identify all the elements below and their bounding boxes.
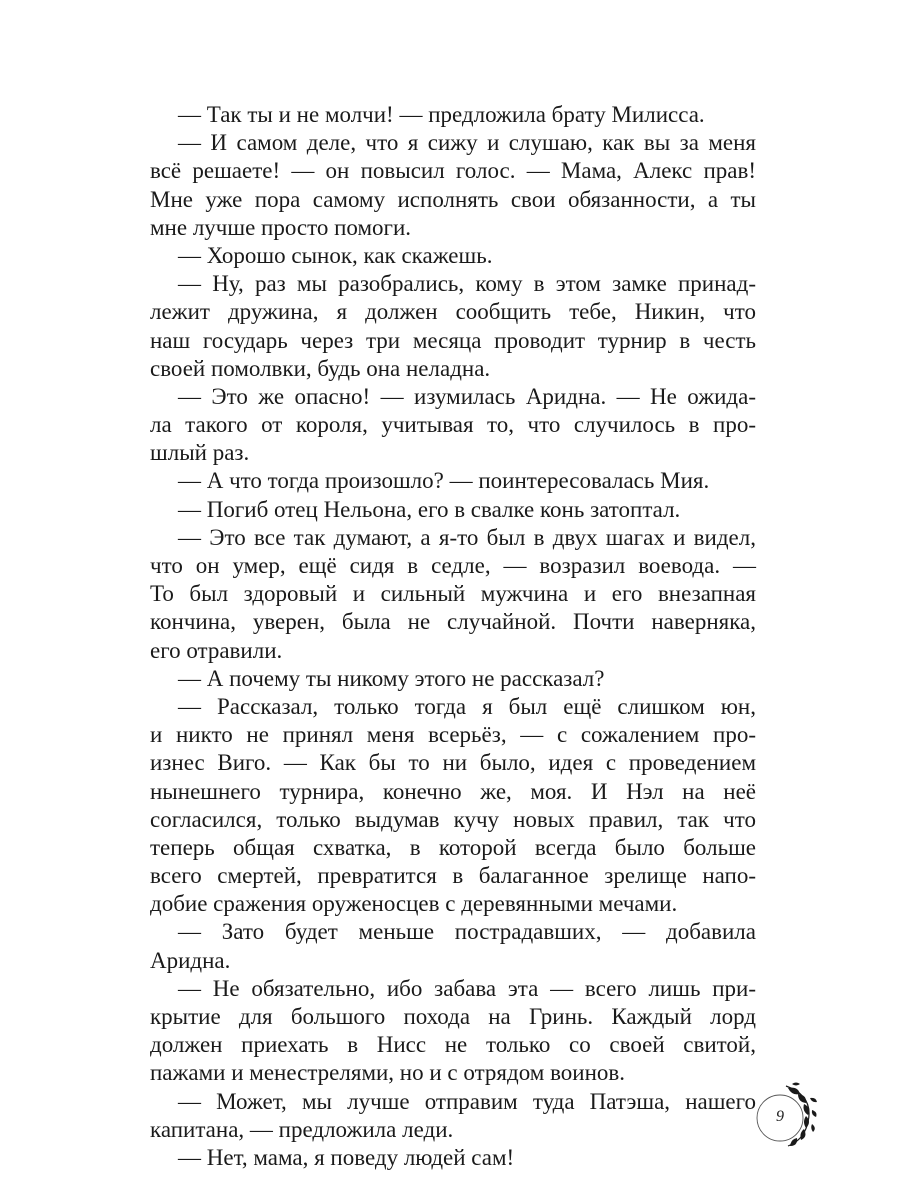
text-line: То был здоровый и сильный мужчина и его внезапная (150, 581, 756, 607)
text-line: — Ну, раз мы разобрались, кому в этом замке принад- (178, 271, 756, 297)
text-line: — Может, мы лучше отправим туда Патэша, нашего (178, 1088, 756, 1114)
text-line: пажами и менестрелями, но и с отрядом воинов. (150, 1060, 625, 1086)
text-line: — Зато будет меньше пострадавших, — добавила (178, 919, 756, 945)
text-line: — Рассказал, только тогда я был ещё слишком юн, (178, 693, 756, 719)
text-line: — Нет, мама, я поведу людей сам! (178, 1144, 515, 1170)
text-line: — Это все так думают, а я-то был в двух шагах и видел, (178, 524, 756, 550)
text-line: теперь общая схватка, в которой всегда было больше (150, 834, 756, 860)
text-line: шлый раз. (150, 440, 250, 466)
text-line: должен приехать в Нисс не только со своей свитой, (150, 1032, 756, 1058)
text-line: — Не обязательно, ибо забава эта — всего лишь при- (178, 975, 756, 1001)
text-line: — А что тогда произошло? — поинтересовалась Мия. (178, 468, 710, 494)
text-line: Аридна. (150, 947, 231, 973)
text-line: всего смертей, превратится в балаганное зрелище напо- (150, 863, 756, 889)
text-line: — Погиб отец Нельона, его в свалке конь затоптал. (178, 496, 681, 522)
page-number-badge (748, 1082, 820, 1154)
text-line: — Так ты и не молчи! — предложила брату Милисса. (178, 102, 705, 127)
text-line: его отравили. (150, 637, 283, 663)
text-line: изнес Виго. — Как бы то ни было, идея с проведением (150, 750, 756, 776)
text-line: и никто не принял меня всерьёз, — с сожалением про- (150, 722, 756, 748)
text-line: — А почему ты никому этого не рассказал? (178, 665, 605, 691)
text-line: добие сражения оруженосцев с деревянными мечами. (150, 891, 678, 917)
text-line: — Хорошо сынок, как скажешь. (178, 242, 493, 268)
text-line: нынешнего турнира, конечно же, моя. И Нэл на неё (150, 778, 756, 804)
text-line: мне лучше просто помоги. (150, 214, 412, 240)
text-line: крытие для большого похода на Гринь. Каждый лорд (150, 1004, 756, 1029)
text-line: что он умер, ещё сидя в седле, — возразил воевода. — (150, 553, 756, 578)
page-number: 9 (776, 1108, 784, 1125)
text-line: капитана, — предложила леди. (150, 1116, 454, 1142)
text-line: — И самом деле, что я сижу и слушаю, как вы за меня (178, 130, 756, 156)
text-line: своей помолвки, будь она неладна. (150, 355, 491, 381)
text-line: ла такого от короля, учитывая то, что случилось в про- (150, 412, 756, 438)
text-line: кончина, уверен, была не случайной. Почти наверняка, (150, 609, 756, 635)
text-line: — Это же опасно! — изумилась Аридна. — Не ожида- (178, 383, 756, 409)
text-line: всё решаете! — он повысил голос. — Мама, Алекс прав! (150, 158, 756, 184)
text-line: лежит дружина, я должен сообщить тебе, Никин, что (150, 299, 756, 325)
text-line: согласился, только выдумав кучу новых правил, так что (150, 806, 756, 832)
text-line: наш государь через три месяца проводит турнир в честь (150, 327, 756, 353)
page-body-text (150, 101, 756, 1172)
text-line: Мне уже пора самому исполнять свои обязанности, а ты (150, 186, 756, 212)
